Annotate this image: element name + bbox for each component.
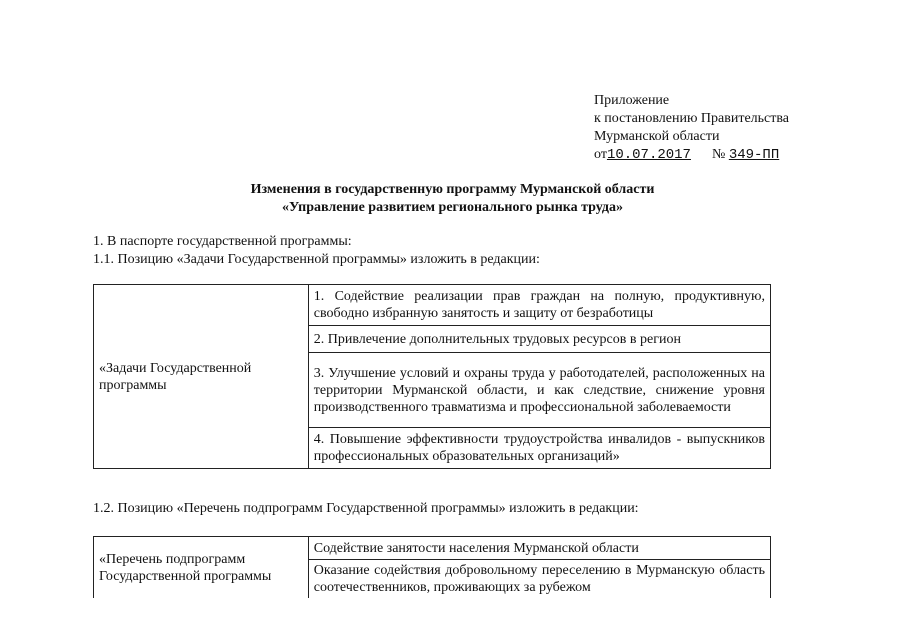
section1-item: 1.1. Позицию «Задачи Государственной программы» изложить в редакции: [93,252,540,267]
appendix-date-line [594,146,789,164]
task-cell-4: 4. Повышение эффективности трудоустройства инвалидов - выпускников профессиональных образовательных организаций» [308,428,770,469]
subprograms-table [93,536,771,598]
section2-item: 1.2. Позицию «Перечень подпрограмм Государственной программы» изложить в редакции: [93,501,639,516]
appendix-resolution: к постановлению Правительства [594,111,790,126]
appendix-block [594,92,789,164]
task-cell-3: 3. Улучшение условий и охраны труда у работодателей, расположенных на территории Мурманской области, и как следствие, снижение уровня производственного травматизма и профессиональной заболеваемости [308,353,770,428]
resolution-date: 10.07.2017 [606,147,691,163]
number-prefix: № [711,147,726,162]
table-row [94,537,771,560]
tasks-table [93,284,771,469]
task-cell-2: 2. Привлечение дополнительных трудовых ресурсов в регион [308,326,770,353]
appendix-title: Приложение [594,93,670,108]
tasks-label-cell: «Задачи Государственной программы [94,285,309,469]
document-title [0,181,905,217]
date-prefix: от [594,147,607,162]
table-row [94,285,771,326]
resolution-number: 349-ПП [728,147,780,163]
subprograms-label-cell: «Перечень подпрограмм Государственной программы [94,537,309,599]
subprogram-cell-2: Оказание содействия добровольному переселению в Мурманскую область соотечественников, проживающих за рубежом [308,560,770,599]
subprogram-cell-1: Содействие занятости населения Мурманской области [308,537,770,560]
title-line-2: «Управление развитием регионального рынка труда» [282,200,623,215]
section1-heading: 1. В паспорте государственной программы: [93,234,352,249]
task-cell-1: 1. Содействие реализации прав граждан на полную, продуктивную, свободно избранную занятость и защиту от безработицы [308,285,770,326]
appendix-region: Мурманской области [594,129,720,144]
title-line-1: Изменения в государственную программу Мурманской области [250,182,655,197]
